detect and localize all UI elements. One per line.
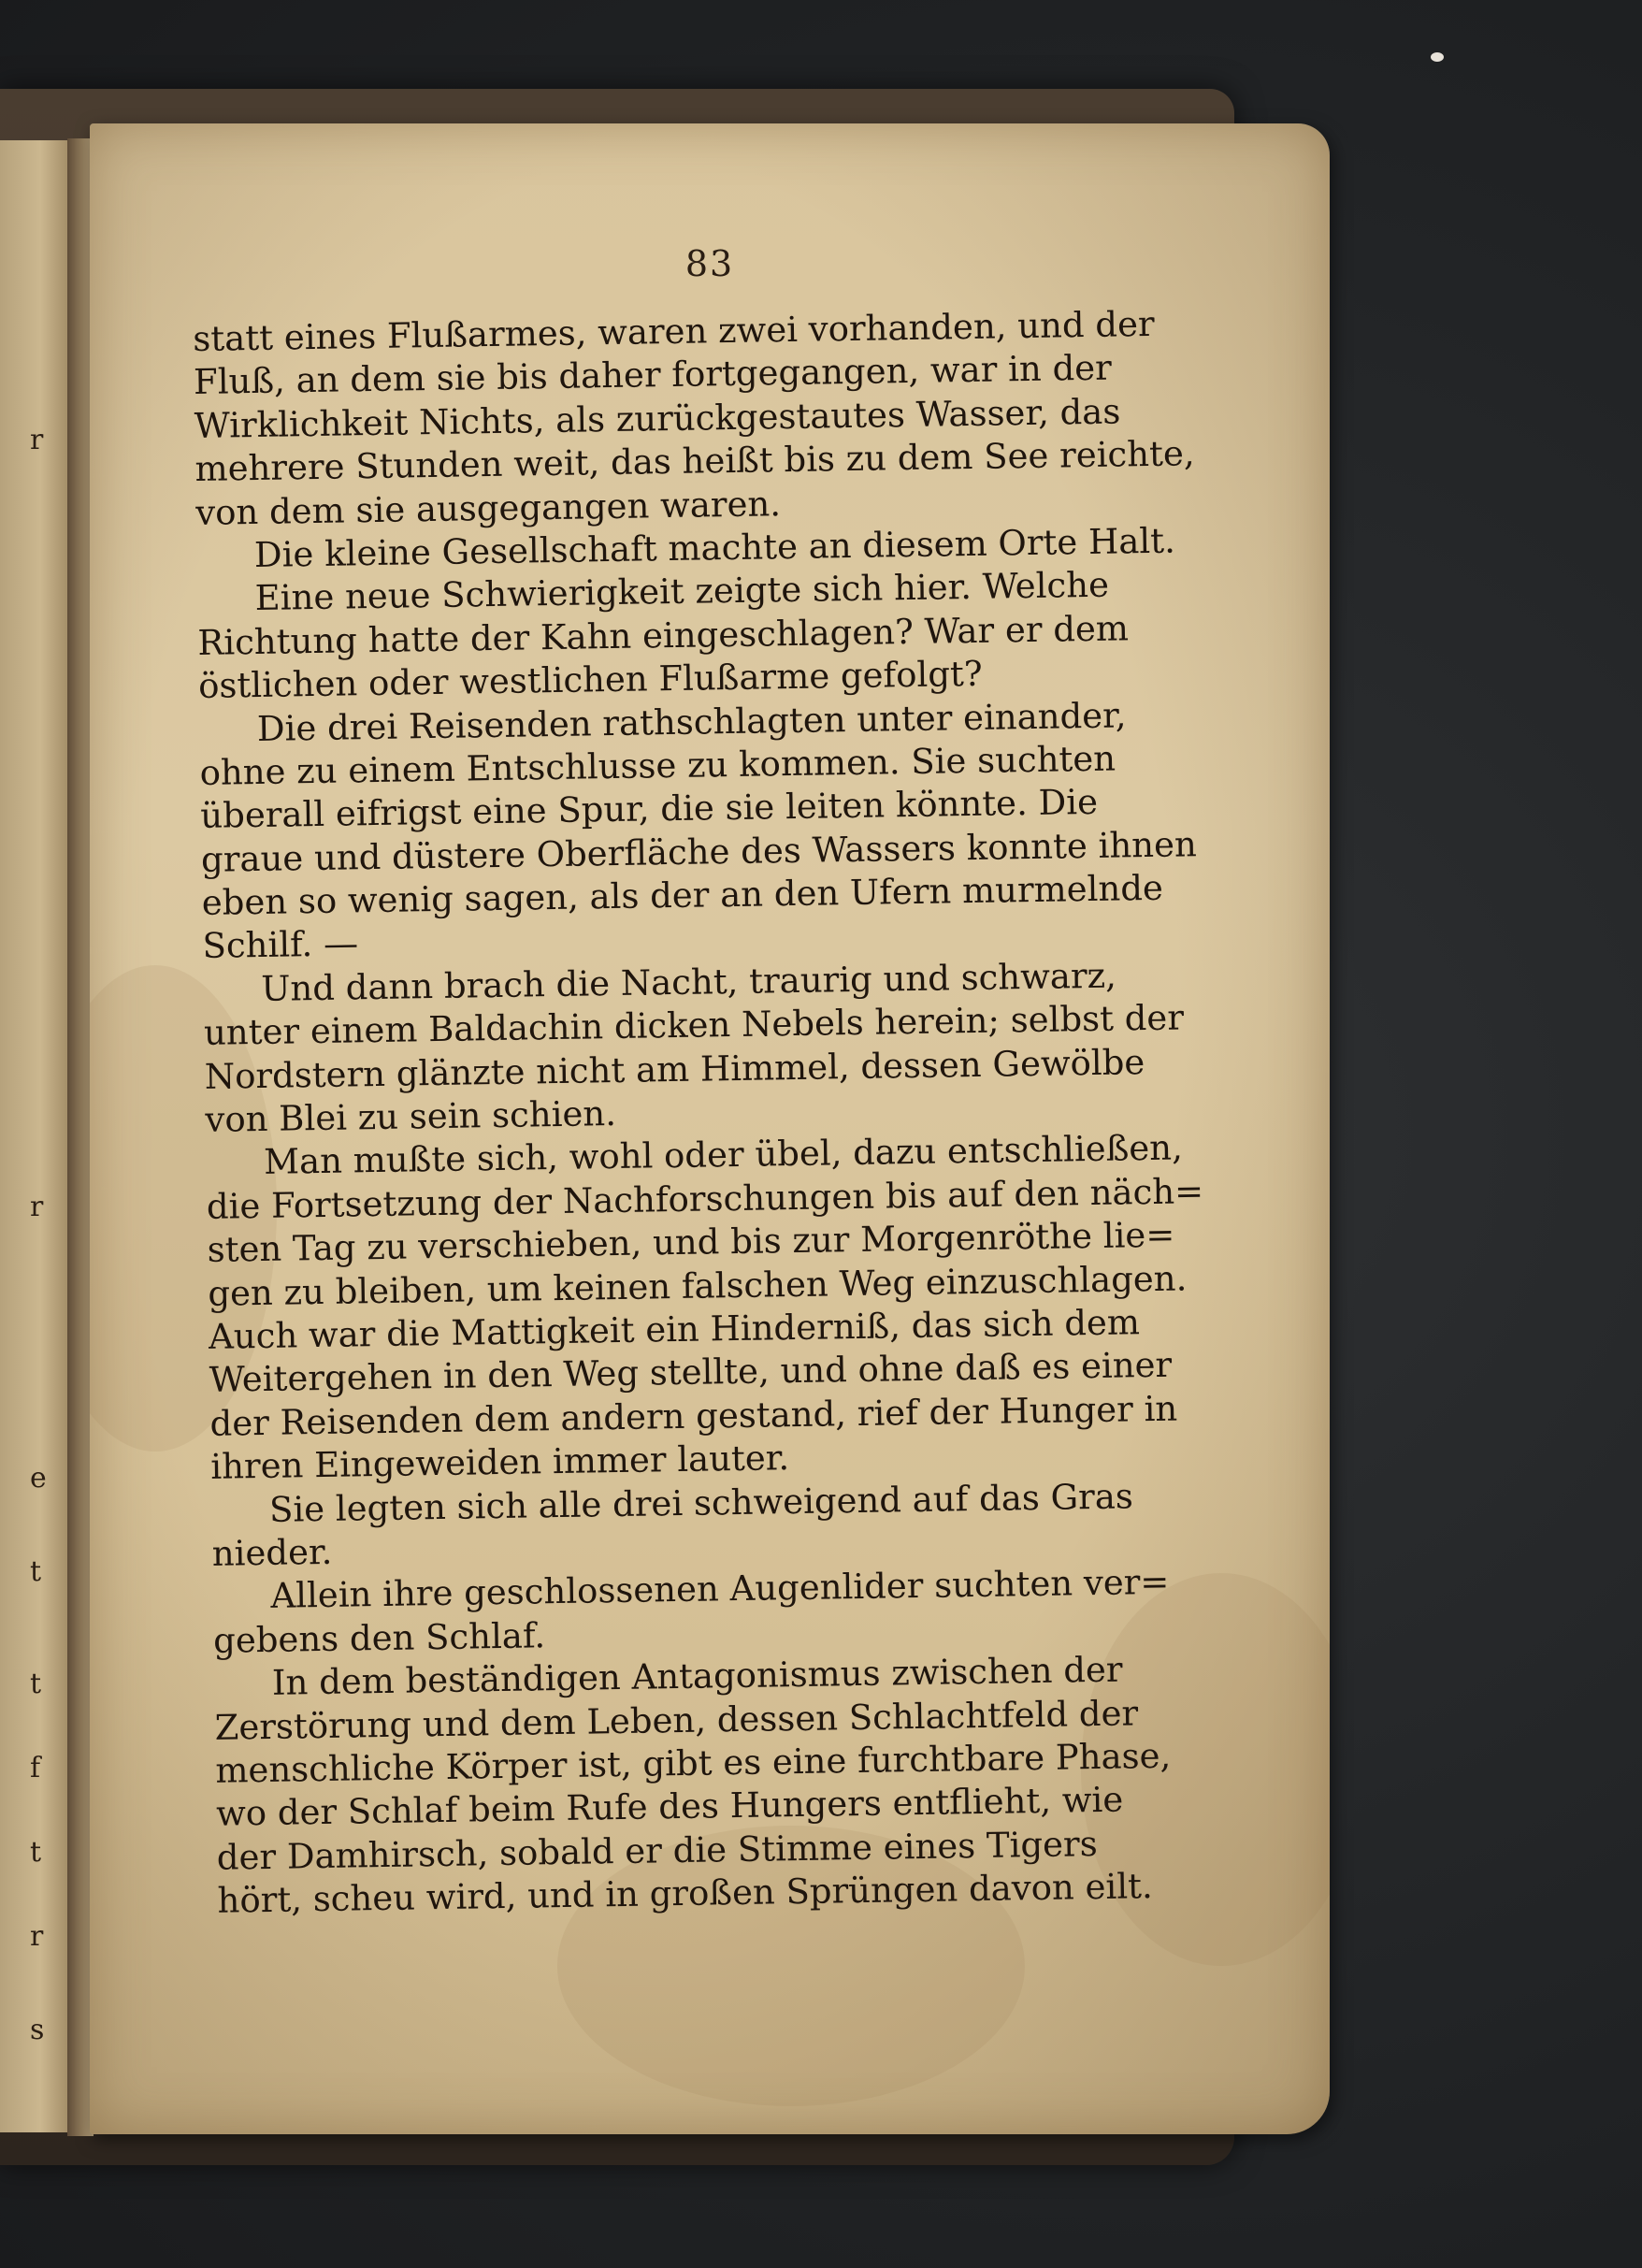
text-line: hört, scheu wird, und in großen Sprüngen davon eilt. — [217, 1866, 1154, 1921]
previous-page-letter: r — [30, 424, 44, 456]
text-line: Wirklichkeit Nichts, als zurückgestautes Wasser, das — [194, 391, 1121, 446]
text-line: von Blei zu sein schien. — [205, 1093, 617, 1140]
text-line: Nordstern glänzte nicht am Himmel, dessen Gewölbe — [204, 1041, 1145, 1097]
page-number: 83 — [684, 243, 735, 284]
book-page — [90, 123, 1330, 2134]
text-line: Man mußte sich, wohl oder übel, dazu entschließen, — [263, 1127, 1184, 1183]
text-line: menschliche Körper ist, gibt es eine furchtbare Phase, — [215, 1735, 1172, 1791]
text-line: Schilf. — — [202, 923, 359, 967]
text-line: sten Tag zu verschieben, und bis zur Morgenröthe lie= — [207, 1214, 1175, 1271]
text-line: Die kleine Gesellschaft machte an diesem Orte Halt. — [253, 520, 1176, 575]
text-line: Sie legten sich alle drei schweigend auf das Gras — [268, 1475, 1134, 1530]
previous-page-letter: t — [30, 1668, 42, 1700]
previous-page-edge — [0, 140, 70, 2132]
text-line: östlichen oder westlichen Flußarme gefolgt? — [197, 653, 984, 707]
text-line: nieder. — [211, 1531, 333, 1574]
text-line: Zerstörung und dem Leben, dessen Schlachtfeld der — [214, 1692, 1139, 1748]
text-line: der Damhirsch, sobald er die Stimme eines Tigers — [216, 1823, 1099, 1878]
previous-page-fragments — [9, 374, 65, 2151]
text-line: graue und düstere Oberfläche des Wassers konnte ihnen — [200, 823, 1198, 880]
previous-page-letter: s — [30, 2014, 45, 2046]
previous-page-letter: r — [30, 1920, 44, 1953]
text-line: Weitergehen in den Weg stellte, und ohne daß es einer — [209, 1345, 1173, 1401]
text-line: Die drei Reisenden rathschlagten unter einander, — [256, 694, 1127, 749]
text-line: mehrere Stunden weit, das heißt bis zu dem See reichte, — [194, 433, 1195, 490]
text-line: Fluß, an dem sie bis daher fortgegangen, war in der — [193, 347, 1113, 403]
text-line: ohne zu einem Entschlusse zu kommen. Sie suchten — [199, 738, 1116, 793]
text-line: der Reisenden dem andern gestand, rief der Hunger in — [209, 1388, 1178, 1444]
text-line: gen zu bleiben, um keinen falschen Weg einzuschlagen. — [208, 1258, 1188, 1314]
text-line: statt eines Flußarmes, waren zwei vorhanden, und der — [193, 303, 1155, 359]
text-line: Allein ihre geschlossenen Augenlider suchten ver= — [270, 1562, 1170, 1617]
previous-page-letter: t — [30, 1555, 42, 1588]
text-line: Eine neue Schwierigkeit zeigte sich hier. Welche — [254, 564, 1110, 619]
text-line: Richtung hatte der Kahn eingeschlagen? War er dem — [197, 608, 1130, 663]
text-line: von dem sie ausgegangen waren. — [194, 483, 782, 533]
previous-page-letter: t — [30, 1836, 42, 1869]
text-line: unter einem Baldachin dicken Nebels herein; selbst der — [203, 997, 1185, 1054]
text-line: In dem beständigen Antagonismus zwischen der — [271, 1649, 1123, 1703]
text-line: Auch war die Mattigkeit ein Hinderniß, das sich dem — [208, 1302, 1141, 1357]
text-line: gebens den Schlaf. — [212, 1614, 546, 1661]
body-text — [193, 300, 1327, 1923]
previous-page-letter: f — [30, 1752, 41, 1784]
text-line: ihren Eingeweiden immer lauter. — [209, 1437, 790, 1488]
dust-speck — [1431, 52, 1444, 62]
previous-page-letter: e — [30, 1462, 47, 1495]
text-line: wo der Schlaf beim Rufe des Hungers entflieht, wie — [215, 1779, 1124, 1835]
text-line: eben so wenig sagen, als der an den Ufern murmelnde — [201, 867, 1164, 923]
text-line: die Fortsetzung der Nachforschungen bis auf den näch= — [206, 1170, 1204, 1227]
previous-page-letter: r — [30, 1191, 44, 1223]
text-line: überall eifrigst eine Spur, die sie leiten könnte. Die — [200, 782, 1099, 837]
text-line: Und dann brach die Nacht, traurig und schwarz, — [260, 955, 1117, 1009]
